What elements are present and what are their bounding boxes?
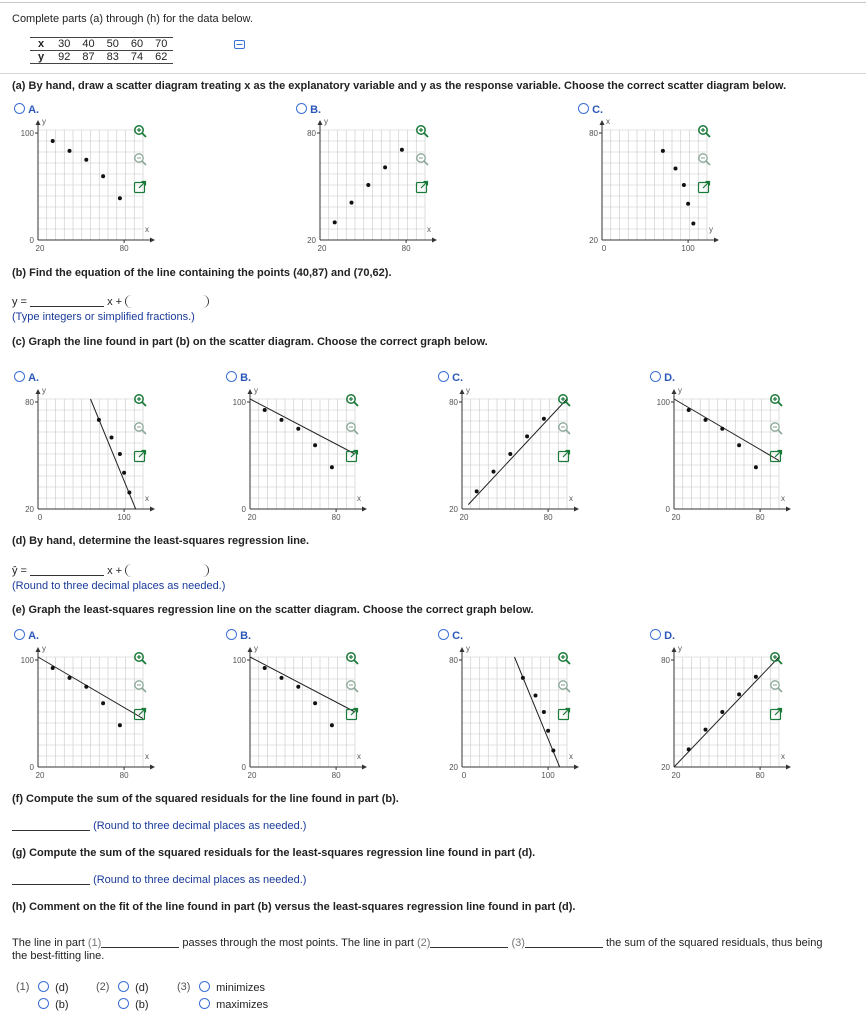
scatter-plot xyxy=(8,117,153,253)
open-external-icon[interactable] xyxy=(133,707,147,721)
radio-button[interactable] xyxy=(199,981,210,992)
data-point xyxy=(542,710,546,714)
y-tick-label: 20 xyxy=(449,505,458,514)
zoom-in-icon[interactable] xyxy=(557,393,571,407)
y-axis-label: y xyxy=(254,644,258,653)
part-h-sentence xyxy=(12,937,822,949)
zoom-in-icon[interactable] xyxy=(133,124,147,138)
data-point xyxy=(508,452,512,456)
graph-tools xyxy=(345,651,365,735)
intro-text: Complete parts (a) through (h) for the data below. xyxy=(12,13,253,25)
open-external-icon[interactable] xyxy=(697,180,711,194)
zoom-in-icon[interactable] xyxy=(769,393,783,407)
y-axis-label: y xyxy=(42,117,46,126)
table-cell: 83 xyxy=(101,51,125,64)
data-point xyxy=(280,418,284,422)
zoom-in-icon[interactable] xyxy=(133,651,147,665)
ssr-d-input[interactable] xyxy=(12,874,90,885)
y-axis-label: y xyxy=(254,386,258,395)
zoom-in-icon[interactable] xyxy=(345,393,359,407)
x-axis-label: x xyxy=(781,494,785,503)
zoom-in-icon[interactable] xyxy=(557,651,571,665)
choice-label: minimizes xyxy=(216,982,266,994)
data-point xyxy=(551,749,555,753)
option-label: D. xyxy=(664,372,676,384)
slope-input[interactable] xyxy=(30,296,104,307)
data-point xyxy=(704,728,708,732)
x-tick-label: 80 xyxy=(331,513,341,522)
x-axis-label: x xyxy=(569,494,573,503)
data-point xyxy=(330,465,334,469)
x-tick-label: 20 xyxy=(317,244,327,253)
data-point xyxy=(720,427,724,431)
x-tick-label: 80 xyxy=(755,513,765,522)
radio-button[interactable] xyxy=(438,371,449,382)
y-tick-label: 100 xyxy=(232,398,246,407)
x-axis-label: y xyxy=(709,225,713,234)
radio-button[interactable] xyxy=(14,629,25,640)
table-cell: 50 xyxy=(101,38,125,51)
data-point xyxy=(674,167,678,171)
data-point xyxy=(280,676,284,680)
data-point xyxy=(691,222,695,226)
zoom-in-icon[interactable] xyxy=(133,393,147,407)
radio-button[interactable] xyxy=(38,981,49,992)
intercept-input[interactable] xyxy=(125,295,209,308)
data-point xyxy=(686,202,690,206)
y-tick-label: 80 xyxy=(25,398,34,407)
fit-line xyxy=(468,399,567,505)
choice-label: (b) xyxy=(55,999,69,1011)
open-external-icon[interactable] xyxy=(133,180,147,194)
scatter-plot xyxy=(572,117,717,253)
data-point xyxy=(737,443,741,447)
part-g-answer xyxy=(12,874,306,886)
data-point xyxy=(492,470,496,474)
x-tick-label: 20 xyxy=(35,244,45,253)
data-point xyxy=(737,692,741,696)
y-tick-label: 80 xyxy=(449,656,458,665)
x-tick-label: 100 xyxy=(541,771,555,780)
part-a-prompt: (a) By hand, draw a scatter diagram treating x as the explanatory variable and y as the response variable. Choose the correct scatter diagram below. xyxy=(12,80,787,92)
x-axis-label: x xyxy=(145,752,149,761)
x-tick-label: 80 xyxy=(543,513,553,522)
open-external-icon[interactable] xyxy=(345,707,359,721)
scatter-plot xyxy=(220,386,365,522)
radio-button[interactable] xyxy=(438,629,449,640)
y-tick-label: 0 xyxy=(241,763,246,772)
table-y-label: y xyxy=(30,51,52,64)
graph-c-option-a xyxy=(8,386,208,522)
x-tick-label: 0 xyxy=(461,771,467,780)
part-d-hint: (Round to three decimal places as needed.) xyxy=(12,580,226,592)
data-point xyxy=(118,723,122,727)
zoom-out-icon[interactable] xyxy=(345,679,359,693)
data-point xyxy=(68,149,72,153)
table-x-label: x xyxy=(30,38,52,51)
zoom-in-icon[interactable] xyxy=(415,124,429,138)
data-point xyxy=(296,427,300,431)
data-point xyxy=(110,436,114,440)
x-tick-label: 20 xyxy=(459,513,469,522)
x-axis-label: x xyxy=(145,225,149,234)
part-e-prompt: (e) Graph the least-squares regression line on the scatter diagram. Choose the correct graph below. xyxy=(12,604,534,616)
copy-table-icon[interactable] xyxy=(234,40,245,50)
part-b-equation xyxy=(12,295,209,308)
x-tick-label: 0 xyxy=(37,513,43,522)
graph-a-option-b xyxy=(290,117,490,253)
data-point xyxy=(661,149,665,153)
table-cell: 92 xyxy=(52,51,76,64)
part-f-hint: (Round to three decimal places as needed.) xyxy=(93,820,307,832)
part-f-answer xyxy=(12,820,306,832)
choice-1-b[interactable] xyxy=(38,998,69,1011)
data-point xyxy=(84,685,88,689)
data-table xyxy=(30,37,173,64)
open-external-icon[interactable] xyxy=(769,707,783,721)
y-tick-label: 20 xyxy=(307,236,316,245)
y-tick-label: 80 xyxy=(449,398,458,407)
data-point xyxy=(400,148,404,152)
part-c-option-c[interactable] xyxy=(438,371,463,384)
x-tick-label: 20 xyxy=(35,771,45,780)
part-f-prompt: (f) Compute the sum of the squared residuals for the line found in part (b). xyxy=(12,793,399,805)
choice-3-maximizes[interactable] xyxy=(199,998,268,1011)
graph-a-option-a xyxy=(8,117,208,253)
choice-list-3-number: (3) xyxy=(177,981,191,993)
data-point xyxy=(127,491,131,495)
zoom-out-icon[interactable] xyxy=(697,152,711,166)
y-axis-label: y xyxy=(678,386,682,395)
graph-c-option-d xyxy=(644,386,844,522)
radio-button[interactable] xyxy=(578,103,589,114)
x-axis-label: x xyxy=(569,752,573,761)
option-label: C. xyxy=(452,630,464,642)
graph-tools xyxy=(769,393,789,477)
part-h-prompt: (h) Comment on the fit of the line found in part (b) versus the least-squares regression line found in part (d). xyxy=(12,901,576,913)
data-point xyxy=(296,685,300,689)
y-tick-label: 0 xyxy=(665,505,670,514)
data-point xyxy=(521,676,525,680)
part-b-prompt: (b) Find the equation of the line containing the points (40,87) and (70,62). xyxy=(12,267,392,279)
graph-c-option-c xyxy=(432,386,632,522)
option-label: B. xyxy=(240,630,252,642)
table-cell: 40 xyxy=(76,38,100,51)
part-g-prompt: (g) Compute the sum of the squared residuals for the least-squares regression line found in part (d). xyxy=(12,847,536,859)
part-c-option-a[interactable] xyxy=(14,371,39,384)
x-axis-label: x xyxy=(427,225,431,234)
ls-slope-input[interactable] xyxy=(30,565,104,576)
graph-e-option-c xyxy=(432,644,632,780)
graph-tools xyxy=(345,393,365,477)
table-cell: 87 xyxy=(76,51,100,64)
x-tick-label: 20 xyxy=(671,771,681,780)
ls-intercept-input[interactable] xyxy=(125,564,209,577)
radio-button[interactable] xyxy=(650,629,661,640)
graph-e-option-d xyxy=(644,644,844,780)
y-tick-label: 20 xyxy=(449,763,458,772)
table-cell: 70 xyxy=(149,38,173,51)
zoom-out-icon[interactable] xyxy=(345,421,359,435)
option-label: D. xyxy=(664,630,676,642)
x-tick-label: 80 xyxy=(755,771,765,780)
graph-c-option-b xyxy=(220,386,420,522)
choice-1-d[interactable] xyxy=(38,981,69,994)
zoom-out-icon[interactable] xyxy=(557,679,571,693)
data-point xyxy=(754,465,758,469)
y-tick-label: 100 xyxy=(656,398,670,407)
data-point xyxy=(97,418,101,422)
radio-button[interactable] xyxy=(650,371,661,382)
part-c-prompt: (c) Graph the line found in part (b) on the scatter diagram. Choose the correct graph below. xyxy=(12,336,488,348)
choice-list-2-number: (2) xyxy=(96,981,110,993)
blank-number: (3) xyxy=(511,937,525,949)
ssr-b-input[interactable] xyxy=(12,820,90,831)
x-axis-label: x xyxy=(145,494,149,503)
data-point xyxy=(263,408,267,412)
sentence-text: The line in part xyxy=(12,937,85,949)
y-axis-label: y xyxy=(42,386,46,395)
graph-a-option-c xyxy=(572,117,772,253)
data-point xyxy=(366,183,370,187)
y-hat-equals-label: ŷ = xyxy=(12,565,27,577)
option-label: A. xyxy=(28,104,40,116)
y-tick-label: 0 xyxy=(29,236,34,245)
data-point xyxy=(313,443,317,447)
x-tick-label: 80 xyxy=(119,771,129,780)
data-point xyxy=(101,701,105,705)
radio-button[interactable] xyxy=(14,371,25,382)
x-plus-label: x + xyxy=(107,296,123,308)
x-tick-label: 100 xyxy=(681,244,695,253)
part-h-sentence-end: the best-fitting line. xyxy=(12,950,105,962)
x-tick-label: 0 xyxy=(601,244,607,253)
table-cell: 74 xyxy=(125,51,149,64)
graph-tools xyxy=(133,124,153,208)
y-tick-label: 20 xyxy=(661,763,670,772)
choice-2-d[interactable] xyxy=(118,981,149,994)
data-point xyxy=(122,471,126,475)
x-tick-label: 20 xyxy=(247,771,257,780)
scatter-plot xyxy=(644,644,789,780)
part-e-option-b[interactable] xyxy=(226,629,251,642)
part-b-hint: (Type integers or simplified fractions.) xyxy=(12,311,195,323)
x-tick-label: 80 xyxy=(119,244,129,253)
open-external-icon[interactable] xyxy=(769,449,783,463)
open-external-icon[interactable] xyxy=(415,180,429,194)
radio-button[interactable] xyxy=(296,103,307,114)
choice-list-1-number: (1) xyxy=(16,981,30,993)
y-tick-label: 100 xyxy=(20,129,34,138)
open-external-icon[interactable] xyxy=(557,449,571,463)
scatter-plot xyxy=(644,386,789,522)
data-point xyxy=(68,676,72,680)
data-point xyxy=(350,201,354,205)
choice-label: maximizes xyxy=(216,999,269,1011)
separator xyxy=(0,73,866,74)
x-plus-label: x + xyxy=(107,565,123,577)
data-point xyxy=(754,675,758,679)
y-tick-label: 0 xyxy=(29,763,34,772)
x-tick-label: 20 xyxy=(671,513,681,522)
table-cell: 60 xyxy=(125,38,149,51)
graph-e-option-b xyxy=(220,644,420,780)
data-point xyxy=(333,220,337,224)
part-c-option-b[interactable] xyxy=(226,371,251,384)
data-point xyxy=(704,418,708,422)
part-c-option-d[interactable] xyxy=(650,371,675,384)
dropdown-2[interactable] xyxy=(430,940,508,948)
radio-button[interactable] xyxy=(226,371,237,382)
option-label: C. xyxy=(592,104,604,116)
radio-button[interactable] xyxy=(199,998,210,1009)
radio-button[interactable] xyxy=(118,981,129,992)
table-cell: 62 xyxy=(149,51,173,64)
data-point xyxy=(720,710,724,714)
blank-number: (1) xyxy=(87,937,102,949)
scatter-plot xyxy=(8,644,153,780)
scatter-plot xyxy=(432,644,577,780)
y-axis-label: y xyxy=(466,644,470,653)
data-point xyxy=(118,452,122,456)
choice-label: (d) xyxy=(135,982,149,994)
data-point xyxy=(542,417,546,421)
table-cell: 30 xyxy=(52,38,76,51)
y-axis-label: y xyxy=(466,386,470,395)
zoom-out-icon[interactable] xyxy=(415,152,429,166)
part-a-option-c[interactable] xyxy=(578,103,603,116)
blank-number: (2) xyxy=(416,937,431,949)
option-label: A. xyxy=(28,372,40,384)
open-external-icon[interactable] xyxy=(133,449,147,463)
part-e-option-a[interactable] xyxy=(14,629,39,642)
data-point xyxy=(687,408,691,412)
y-tick-label: 20 xyxy=(25,505,34,514)
x-axis-label: x xyxy=(357,494,361,503)
scatter-plot xyxy=(8,386,153,522)
scatter-plot xyxy=(432,386,577,522)
zoom-in-icon[interactable] xyxy=(769,651,783,665)
x-axis-label: x xyxy=(781,752,785,761)
data-point xyxy=(313,701,317,705)
x-tick-label: 20 xyxy=(247,513,257,522)
y-tick-label: 0 xyxy=(241,505,246,514)
option-label: A. xyxy=(28,630,40,642)
y-tick-label: 80 xyxy=(589,129,598,138)
part-e-option-d[interactable] xyxy=(650,629,675,642)
zoom-out-icon[interactable] xyxy=(769,421,783,435)
sentence-text: the sum of the squared residuals, thus being xyxy=(605,937,823,949)
data-point xyxy=(118,196,122,200)
y-equals-label: y = xyxy=(12,296,27,308)
scatter-plot xyxy=(220,644,365,780)
y-axis-label: y xyxy=(678,644,682,653)
part-g-hint: (Round to three decimal places as needed.) xyxy=(93,874,307,886)
data-point xyxy=(263,666,267,670)
choice-label: (b) xyxy=(135,999,149,1011)
part-a-option-b[interactable] xyxy=(296,103,321,116)
zoom-in-icon[interactable] xyxy=(697,124,711,138)
data-point xyxy=(84,158,88,162)
radio-button[interactable] xyxy=(38,998,49,1009)
y-tick-label: 100 xyxy=(232,656,246,665)
graph-tools xyxy=(133,393,153,477)
choice-label: (d) xyxy=(55,982,69,994)
x-tick-label: 80 xyxy=(401,244,411,253)
radio-button[interactable] xyxy=(226,629,237,640)
y-tick-label: 80 xyxy=(307,129,316,138)
x-tick-label: 100 xyxy=(117,513,131,522)
data-point xyxy=(330,723,334,727)
data-point xyxy=(534,694,538,698)
data-point xyxy=(546,729,550,733)
graph-tools xyxy=(557,651,577,735)
graph-tools xyxy=(769,651,789,735)
scatter-plot xyxy=(290,117,435,253)
y-tick-label: 20 xyxy=(589,236,598,245)
data-point xyxy=(51,666,55,670)
data-point xyxy=(383,165,387,169)
top-border xyxy=(0,2,866,3)
data-point xyxy=(51,139,55,143)
y-axis-label: x xyxy=(606,117,610,126)
dropdown-1[interactable] xyxy=(101,940,179,948)
open-external-icon[interactable] xyxy=(557,707,571,721)
choice-3-minimizes[interactable] xyxy=(199,981,265,994)
graph-e-option-a xyxy=(8,644,208,780)
y-tick-label: 100 xyxy=(20,656,34,665)
y-tick-label: 80 xyxy=(661,656,670,665)
part-d-prompt: (d) By hand, determine the least-squares regression line. xyxy=(12,535,310,547)
data-point xyxy=(101,174,105,178)
data-point xyxy=(682,183,686,187)
zoom-out-icon[interactable] xyxy=(133,152,147,166)
data-point xyxy=(525,434,529,438)
graph-tools xyxy=(697,124,717,208)
dropdown-3[interactable] xyxy=(525,940,603,948)
zoom-in-icon[interactable] xyxy=(345,651,359,665)
choice-2-b[interactable] xyxy=(118,998,149,1011)
zoom-out-icon[interactable] xyxy=(133,679,147,693)
data-point xyxy=(475,489,479,493)
zoom-out-icon[interactable] xyxy=(133,421,147,435)
graph-tools xyxy=(133,651,153,735)
radio-button[interactable] xyxy=(118,998,129,1009)
option-label: B. xyxy=(240,372,252,384)
data-point xyxy=(687,747,691,751)
x-tick-label: 80 xyxy=(331,771,341,780)
part-d-equation xyxy=(12,564,209,577)
open-external-icon[interactable] xyxy=(345,449,359,463)
graph-tools xyxy=(415,124,435,208)
sentence-text: passes through the most points. The line in part xyxy=(182,937,414,949)
x-axis-label: x xyxy=(357,752,361,761)
option-label: B. xyxy=(310,104,322,116)
y-axis-label: y xyxy=(324,117,328,126)
zoom-out-icon[interactable] xyxy=(557,421,571,435)
option-label: C. xyxy=(452,372,464,384)
part-a-option-a[interactable] xyxy=(14,103,39,116)
part-e-option-c[interactable] xyxy=(438,629,463,642)
zoom-out-icon[interactable] xyxy=(769,679,783,693)
radio-button[interactable] xyxy=(14,103,25,114)
graph-tools xyxy=(557,393,577,477)
y-axis-label: y xyxy=(42,644,46,653)
